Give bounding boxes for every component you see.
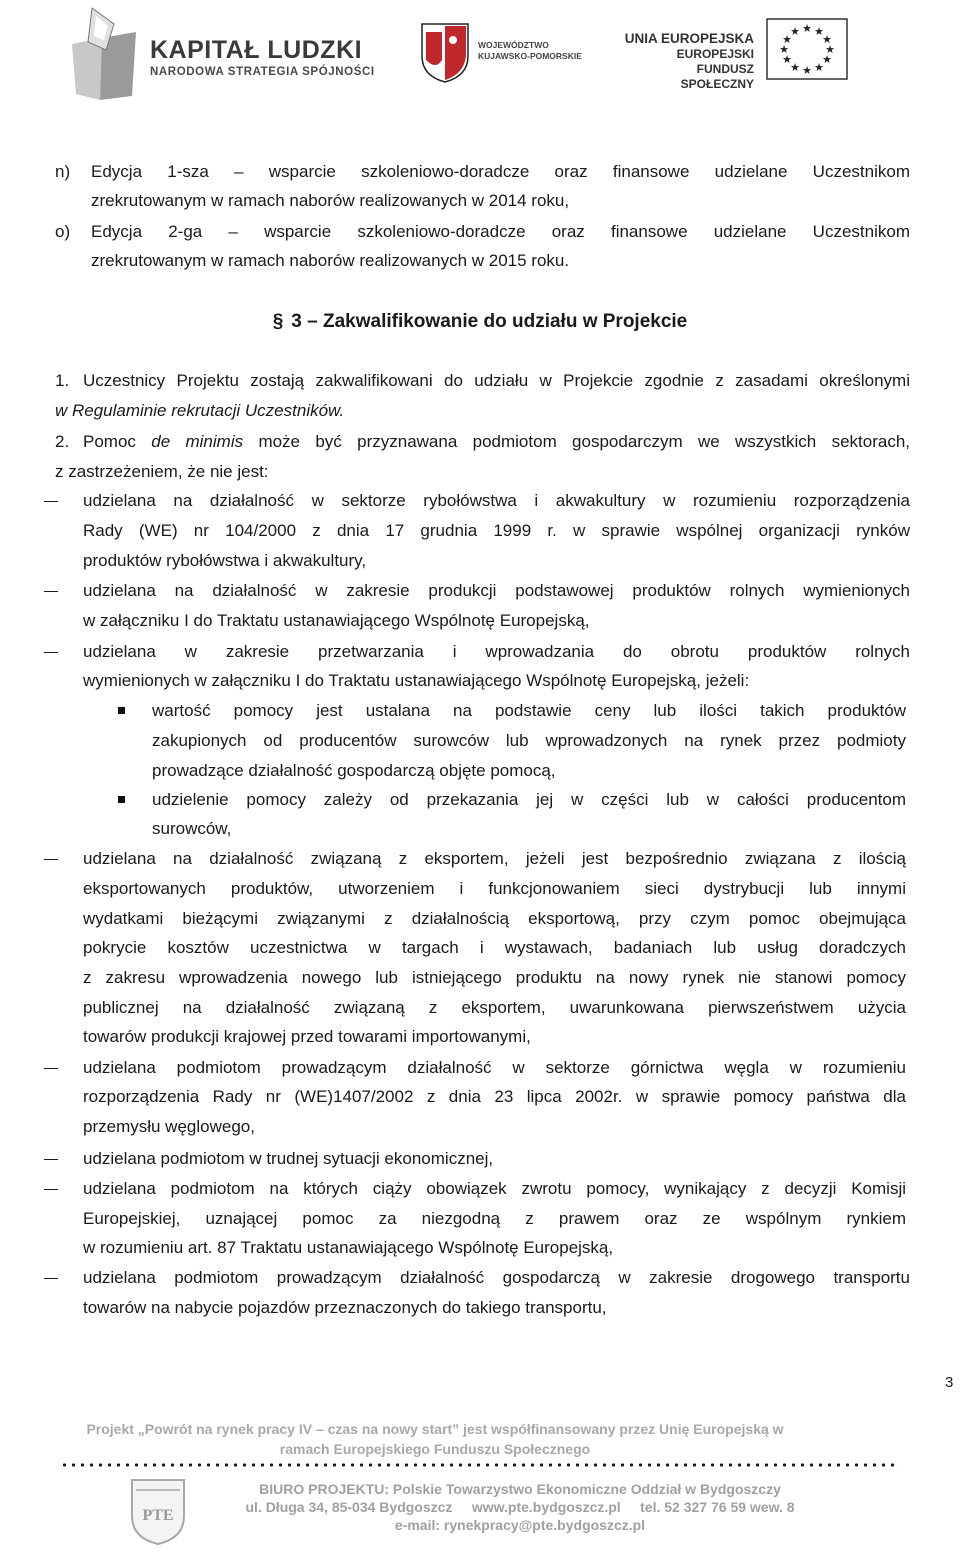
dash-list-item-cont: [0, 520, 960, 542]
square-item-text: udzielenie pomocy zależy od przekazania jej w części lub w całości producentom: [152, 790, 906, 809]
pte-logo-text: PTE: [142, 1507, 174, 1524]
dash-list-item-cont: [0, 908, 960, 930]
wojewodztwo-text: [478, 40, 582, 62]
dash-bullet: [44, 859, 58, 860]
dash-item-text: z zakresu wprowadzenia nowego lub istniejącego produktu na nowy rynek nie stanowi pomocy: [83, 968, 906, 987]
list-marker: o): [55, 222, 71, 241]
section-title: 3 – Zakwalifikowanie do udziału w Projekcie: [291, 311, 688, 332]
square-list-item: [0, 789, 960, 811]
square-item-text: surowców,: [152, 819, 232, 838]
square-list-item: [0, 700, 960, 722]
square-bullet: [118, 707, 125, 714]
wojewodztwo-line2: KUJAWSKO-POMORSKIE: [478, 51, 582, 61]
dash-item-text: udzielana podmiotom na których ciąży obowiązek zwrotu pomocy, wynikający z decyzji Komisji: [83, 1179, 906, 1198]
footer-project-note: [60, 1419, 810, 1459]
page-number: 3: [945, 1374, 954, 1391]
dash-item-text: towarów na nabycie pojazdów przeznaczonych do takiego transportu,: [83, 1298, 607, 1317]
dash-item-text: przemysłu węglowego,: [83, 1117, 255, 1136]
dash-list-item-cont: [0, 1237, 960, 1259]
square-item-text: prowadzące działalność gospodarczą objęte pomocą,: [152, 761, 556, 780]
square-list-item-cont: [0, 818, 960, 840]
paragraph-text-b: może być przyznawana podmiotom gospodarczym we wszystkich sektorach,: [243, 432, 910, 451]
square-list-item-cont: [0, 730, 960, 752]
list-item-text: zrekrutowanym w ramach naborów realizowanych w 2014 roku,: [91, 191, 570, 210]
square-bullet: [118, 796, 125, 803]
dash-item-text: w rozumieniu art. 87 Traktatu ustanawiającego Wspólnotę Europejską,: [83, 1238, 614, 1257]
footer-office-info: [240, 1480, 800, 1534]
dash-item-text: udzielana w zakresie przetwarzania i wprowadzania do obrotu produktów rolnych: [83, 642, 910, 661]
dash-list-item-cont: [0, 1086, 960, 1108]
list-marker: n): [55, 162, 71, 181]
footer-dotted-divider: [60, 1462, 900, 1468]
dash-bullet: [44, 591, 58, 592]
paragraph-1: [0, 370, 960, 392]
list-item-n-cont: [0, 190, 960, 212]
dash-list-item-cont: [0, 1297, 960, 1319]
dash-item-text: eksportowanych produktów, utworzeniem i funkcjonowaniem sieci dystrybucji lub innymi: [83, 879, 906, 898]
dash-list-item: [0, 1057, 960, 1079]
dash-item-text: udzielana na działalność związaną z eksportem, jeżeli jest bezpośrednio związana z ilością: [83, 849, 906, 868]
wojewodztwo-line1: WOJEWÓDZTWO: [478, 40, 549, 50]
ue-line3: FUNDUSZ SPOŁECZNY: [680, 62, 754, 91]
dash-list-item: [0, 1267, 960, 1289]
paragraph-text: w Regulaminie rekrutacji Uczestników.: [55, 401, 345, 420]
section-symbol: §: [272, 311, 284, 332]
eu-flag-icon: [766, 18, 848, 80]
dash-list-item-cont: [0, 878, 960, 900]
svg-text:★: ★: [782, 53, 792, 66]
kapital-ludzki-title: KAPITAŁ LUDZKI: [150, 36, 363, 64]
dash-bullet: [44, 1159, 58, 1160]
paragraph-marker: 2.: [55, 432, 70, 451]
footer-biuro-email[interactable]: e-mail: rynekpracy@pte.bydgoszcz.pl: [394, 1517, 646, 1533]
dash-item-text: towarów produkcji krajowej przed towarami importowanymi,: [83, 1027, 531, 1046]
dash-list-item-cont: [0, 997, 960, 1019]
paragraph-marker: 1.: [55, 371, 70, 390]
svg-text:★: ★: [822, 33, 832, 46]
kapital-ludzki-subtitle: NARODOWA STRATEGIA SPÓJNOŚCI: [150, 66, 375, 78]
footer-project-line1: Projekt „Powrót na rynek pracy IV – czas na nowy start” jest współfinansowany przez Unię Europejską w: [86, 1421, 784, 1437]
paragraph-text: [83, 431, 910, 453]
list-item-text: Edycja 1-sza – wsparcie szkoleniowo-doradcze oraz finansowe udzielane Uczestnikom: [91, 162, 910, 181]
kapital-ludzki-logo-icon: [62, 4, 142, 100]
svg-text:★: ★: [782, 33, 792, 46]
dash-item-text: produktów rybołówstwa i akwakultury,: [83, 551, 367, 570]
footer-project-line2: ramach Europejskiego Funduszu Społecznego: [279, 1441, 591, 1457]
section-heading: [0, 311, 960, 333]
dash-list-item-cont: [0, 610, 960, 632]
wojewodztwo-crest-icon: [420, 20, 470, 84]
svg-text:★: ★: [814, 61, 824, 74]
ue-line1: UNIA EUROPEJSKA: [624, 31, 754, 46]
square-item-text: wartość pomocy jest ustalana na podstawie ceny lub ilości takich produktów: [152, 701, 906, 720]
dash-list-item: [0, 1148, 960, 1170]
pte-logo-icon: [128, 1476, 188, 1546]
dash-item-text: rozporządzenia Rady nr (WE)1407/2002 z dnia 23 lipca 2002r. w sprawie pomocy państwa dla: [83, 1087, 906, 1106]
svg-text:★: ★: [790, 61, 800, 74]
dash-item-text: Europejskiej, uznającej pomoc za niezgodną z prawem oraz ze wspólnym rynkiem: [83, 1209, 906, 1228]
dash-item-text: wydatkami bieżącymi związanymi z działalnością eksportową, przy czym pomoc obejmująca: [83, 909, 906, 928]
dash-list-item: [0, 580, 960, 602]
dash-item-text: publicznej na działalność związaną z eksportem, uwarunkowana pierwszeństwem użycia: [83, 998, 906, 1017]
paragraph-1-cont: [0, 400, 960, 422]
list-item-n: [0, 161, 960, 183]
dash-bullet: [44, 1189, 58, 1190]
dash-item-text: udzielana podmiotom prowadzącym działalność w sektorze górnictwa węgla w rozumieniu: [83, 1058, 906, 1077]
svg-text:★: ★: [802, 64, 812, 77]
dash-list-item: [0, 1178, 960, 1200]
dash-bullet: [44, 652, 58, 653]
ue-line2: EUROPEJSKI: [676, 47, 754, 61]
paragraph-text-em: de minimis: [151, 432, 244, 451]
svg-text:★: ★: [822, 53, 832, 66]
paragraph-2-cont: [0, 461, 960, 483]
dash-item-text: w załączniku I do Traktatu ustanawiającego Wspólnotę Europejską,: [83, 611, 590, 630]
dash-list-item-cont: [0, 1026, 960, 1048]
dash-item-text: udzielana na działalność w zakresie produkcji podstawowej produktów rolnych wymienionych: [83, 581, 910, 600]
list-item-text: zrekrutowanym w ramach naborów realizowanych w 2015 roku.: [91, 251, 570, 270]
paragraph-text: z zastrzeżeniem, że nie jest:: [55, 462, 269, 481]
dash-bullet: [44, 501, 58, 502]
dash-item-text: udzielana podmiotom prowadzącym działalność gospodarczą w zakresie drogowego transportu: [83, 1268, 910, 1287]
dash-list-item-cont: [0, 1208, 960, 1230]
ue-efs-text: [622, 30, 754, 92]
dash-list-item-cont: [0, 937, 960, 959]
dash-item-text: pokrycie kosztów uczestnictwa w targach i wystawach, badaniach lub usług doradczych: [83, 938, 906, 957]
dash-list-item-cont: [0, 1116, 960, 1138]
dash-item-text: Rady (WE) nr 104/2000 z dnia 17 grudnia 1999 r. w sprawie wspólnej organizacji rynków: [83, 521, 910, 540]
paragraph-2: [0, 431, 960, 453]
dash-bullet: [44, 1068, 58, 1069]
paragraph-text-a: Pomoc: [83, 432, 152, 451]
dash-list-item: [0, 848, 960, 870]
footer-biuro-line2: ul. Długa 34, 85-034 Bydgoszcz www.pte.bydgoszcz.pl tel. 52 327 76 59 wew. 8: [245, 1499, 795, 1515]
list-item-o-cont: [0, 250, 960, 272]
svg-text:★: ★: [814, 25, 824, 38]
footer-biuro-line1: BIURO PROJEKTU: Polskie Towarzystwo Ekonomiczne Oddział w Bydgoszczy: [259, 1481, 781, 1497]
list-item-o: [0, 221, 960, 243]
svg-text:★: ★: [825, 43, 835, 56]
dash-item-text: wymienionych w załączniku I do Traktatu ustanawiającego Wspólnotę Europejską, jeżeli:: [83, 671, 750, 690]
square-item-text: zakupionych od producentów surowców lub wprowadzonych na rynek przez podmioty: [152, 731, 906, 750]
dash-list-item: [0, 490, 960, 512]
dash-list-item-cont: [0, 967, 960, 989]
dash-list-item: [0, 641, 960, 663]
list-item-text: Edycja 2-ga – wsparcie szkoleniowo-doradcze oraz finansowe udzielane Uczestnikom: [91, 222, 910, 241]
dash-list-item-cont: [0, 670, 960, 692]
svg-text:★: ★: [779, 43, 789, 56]
paragraph-text: Uczestnicy Projektu zostają zakwalifikowani do udziału w Projekcie zgodnie z zasadami określonymi: [83, 371, 910, 390]
svg-text:★: ★: [790, 25, 800, 38]
dash-item-text: udzielana na działalność w sektorze rybołówstwa i akwakultury w rozumieniu rozporządzenia: [83, 491, 910, 510]
dash-list-item-cont: [0, 550, 960, 572]
dash-item-text: udzielana podmiotom w trudnej sytuacji ekonomicznej,: [83, 1149, 494, 1168]
page-header: [0, 0, 960, 100]
svg-text:★: ★: [802, 22, 812, 35]
dash-bullet: [44, 1278, 58, 1279]
square-list-item-cont: [0, 760, 960, 782]
